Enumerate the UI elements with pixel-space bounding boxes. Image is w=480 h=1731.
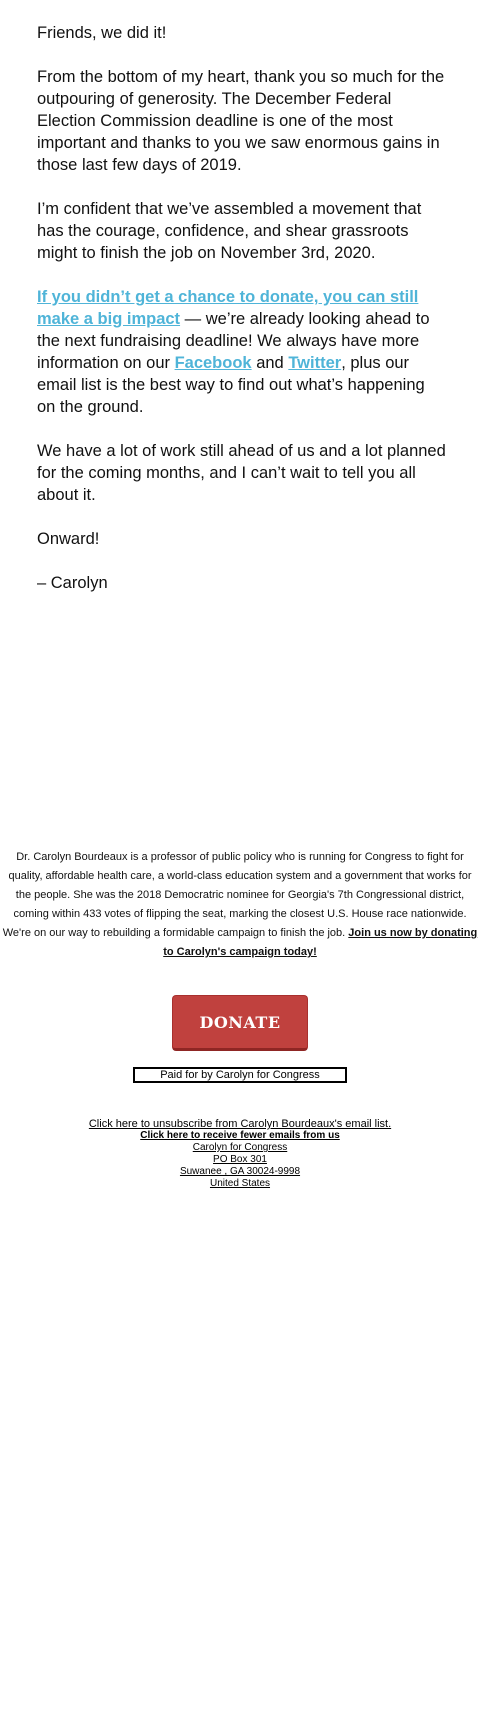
facebook-link[interactable]: Facebook: [174, 354, 252, 372]
paragraph-text: , plus our email list is the best way to find out what’s happening on the ground.: [37, 354, 425, 416]
email-footer: [0, 1118, 480, 1190]
fewer-emails-link[interactable]: Click here to receive fewer emails from us: [140, 1130, 340, 1141]
unsubscribe-link[interactable]: Click here to unsubscribe from Carolyn Bourdeaux's email list.: [88, 1118, 392, 1130]
letter-body: [37, 22, 447, 616]
paragraph-donate-info: [37, 286, 447, 418]
closing: Onward!: [37, 530, 100, 548]
address-city[interactable]: Suwanee , GA 30024-9998: [179, 1166, 301, 1177]
paragraph-text: — we’re already looking ahead to the next fundraising deadline! We always have more information on our: [37, 310, 430, 372]
footer-bio: [0, 848, 480, 962]
paragraph-text: and: [251, 354, 289, 372]
donate-impact-link[interactable]: If you didn’t get a chance to donate, you can still make a big impact: [37, 288, 419, 328]
paragraph-work-ahead: We have a lot of work still ahead of us and a lot planned for the coming months, and I can’t wait to tell you all about it.: [37, 442, 446, 504]
signature: – Carolyn: [37, 574, 108, 592]
greeting: Friends, we did it!: [37, 24, 167, 42]
address-country[interactable]: United States: [209, 1178, 271, 1189]
donate-button[interactable]: DONATE: [172, 995, 308, 1051]
join-donate-link[interactable]: Join us now by donating to Carolyn's campaign today!: [163, 927, 478, 958]
address-po-box[interactable]: PO Box 301: [213, 1154, 267, 1165]
paragraph-confidence: I’m confident that we’ve assembled a movement that has the courage, confidence, and shear grassroots might to finish the job on November 3rd, 2020.: [37, 200, 422, 262]
paid-for-disclaimer: Paid for by Carolyn for Congress: [133, 1067, 347, 1083]
paragraph-thanks: From the bottom of my heart, thank you so much for the outpouring of generosity. The December Federal Election Commission deadline is one of the most important and thanks to you we saw enormous gains in those last few days of 2019.: [37, 68, 445, 174]
twitter-link[interactable]: Twitter: [288, 354, 342, 372]
bio-text: Dr. Carolyn Bourdeaux is a professor of public policy who is running for Congress to fight for quality, affordable health care, a world-class education system and a government that works for the people. She was the 2018 Democratric nominee for Georgia's 7th Congressional district, coming within 433 votes of flipping the seat, marking the closest U.S. House race nationwide. We're on our way to rebuilding a formidable campaign to finish the job.: [2, 851, 472, 939]
address-org[interactable]: Carolyn for Congress: [192, 1142, 288, 1153]
